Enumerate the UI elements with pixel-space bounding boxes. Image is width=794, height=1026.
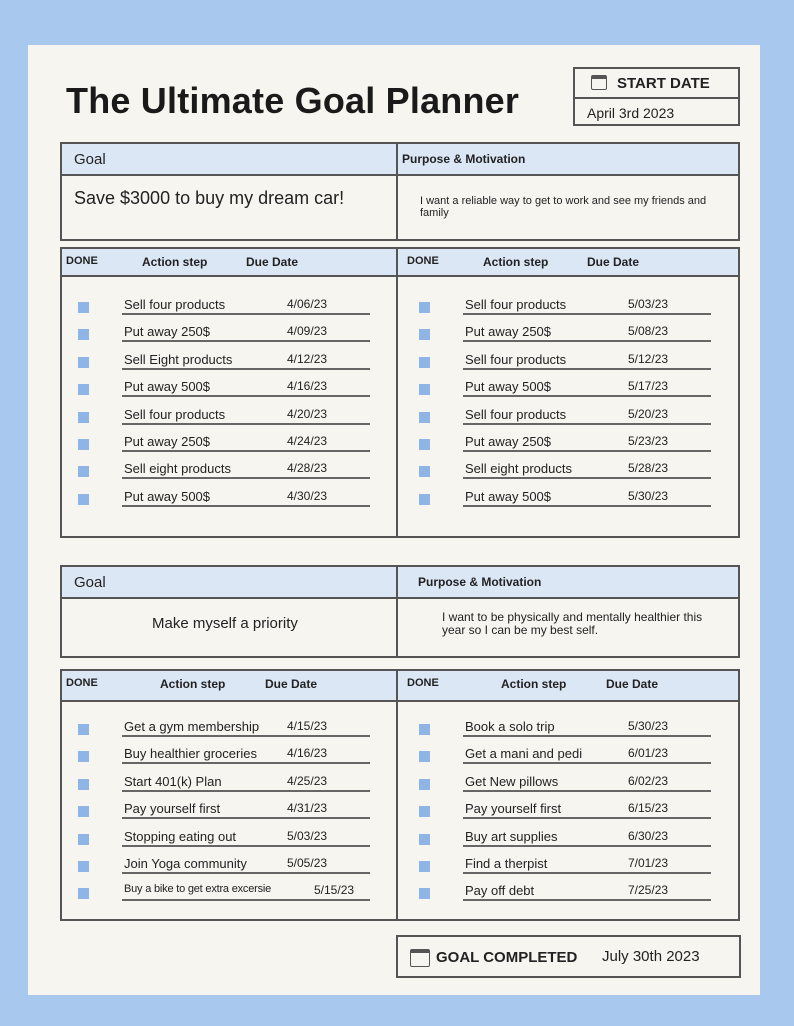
done-checkbox[interactable] bbox=[419, 439, 430, 450]
due-date[interactable]: 6/15/23 bbox=[628, 801, 669, 816]
due-date[interactable]: 4/31/23 bbox=[287, 801, 328, 816]
due-column-header: Due Date bbox=[587, 255, 640, 269]
done-checkbox[interactable] bbox=[419, 861, 430, 872]
goal-text[interactable]: Save $3000 to buy my dream car! bbox=[74, 188, 345, 208]
due-date[interactable]: 5/08/23 bbox=[628, 324, 669, 339]
action-step[interactable]: Sell eight products bbox=[465, 461, 572, 477]
row-underline bbox=[463, 899, 711, 901]
purpose-text[interactable]: I want to be physically and mentally healthier this year so I can be my best self. bbox=[442, 610, 703, 637]
done-checkbox[interactable] bbox=[78, 302, 89, 313]
row-underline bbox=[122, 899, 370, 901]
due-date[interactable]: 4/16/23 bbox=[287, 379, 328, 394]
done-column-header: DONE bbox=[407, 255, 439, 267]
due-date[interactable]: 5/20/23 bbox=[628, 406, 669, 421]
goal-completed-date[interactable]: July 30th 2023 bbox=[602, 948, 700, 965]
done-checkbox[interactable] bbox=[78, 412, 89, 423]
action-column-header: Action step bbox=[160, 677, 226, 691]
due-date[interactable]: 5/03/23 bbox=[287, 828, 328, 843]
action-step[interactable]: Sell Eight products bbox=[124, 351, 233, 367]
done-column-header: DONE bbox=[66, 255, 98, 267]
action-step[interactable]: Put away 500$ bbox=[465, 488, 552, 504]
due-date[interactable]: 4/30/23 bbox=[287, 488, 328, 503]
calendar-icon bbox=[591, 75, 607, 90]
due-date[interactable]: 5/12/23 bbox=[628, 351, 669, 366]
due-date[interactable]: 4/12/23 bbox=[287, 351, 328, 366]
calendar-icon bbox=[410, 949, 430, 967]
action-step[interactable]: Put away 250$ bbox=[124, 434, 211, 449]
done-column-header: DONE bbox=[66, 677, 98, 689]
row-underline bbox=[122, 395, 370, 397]
page-title: The Ultimate Goal Planner bbox=[66, 80, 520, 121]
done-checkbox[interactable] bbox=[78, 724, 89, 735]
action-step[interactable]: Sell four products bbox=[124, 297, 226, 312]
action-step[interactable]: Get New pillows bbox=[465, 773, 559, 789]
action-step[interactable]: Pay yourself first bbox=[465, 801, 562, 817]
due-column-header: Due Date bbox=[606, 677, 659, 691]
row-underline bbox=[463, 845, 711, 847]
action-step[interactable]: Start 401(k) Plan bbox=[124, 773, 222, 789]
action-step[interactable]: Pay yourself first bbox=[124, 801, 221, 817]
due-column-header: Due Date bbox=[246, 255, 299, 269]
due-date[interactable]: 7/25/23 bbox=[628, 883, 669, 898]
row-underline bbox=[122, 845, 370, 847]
row-underline bbox=[463, 790, 711, 792]
done-checkbox[interactable] bbox=[78, 861, 89, 872]
done-checkbox[interactable] bbox=[419, 384, 430, 395]
due-date[interactable]: 4/20/23 bbox=[287, 406, 328, 421]
action-table bbox=[60, 669, 740, 921]
row-underline bbox=[463, 450, 711, 452]
start-date-label: START DATE bbox=[617, 75, 710, 92]
action-step[interactable]: Find a therpist bbox=[465, 856, 548, 871]
goal-text[interactable]: Make myself a priority bbox=[152, 615, 298, 632]
due-date[interactable]: 4/09/23 bbox=[287, 324, 328, 339]
due-date[interactable]: 5/30/23 bbox=[628, 719, 669, 733]
row-underline bbox=[122, 340, 370, 342]
action-step[interactable]: Sell four products bbox=[465, 406, 567, 422]
due-date[interactable]: 5/15/23 bbox=[314, 883, 355, 898]
action-step[interactable]: Put away 500$ bbox=[124, 488, 211, 504]
done-checkbox[interactable] bbox=[78, 751, 89, 762]
row-underline bbox=[122, 872, 370, 874]
due-date[interactable]: 4/28/23 bbox=[287, 461, 328, 476]
due-date[interactable]: 4/24/23 bbox=[287, 434, 328, 448]
row-underline bbox=[463, 735, 711, 737]
action-step[interactable]: Get a gym membership bbox=[124, 719, 260, 734]
action-column-header: Action step bbox=[483, 255, 549, 269]
goal-completed-label: GOAL COMPLETED bbox=[436, 949, 578, 966]
row-underline bbox=[122, 423, 370, 425]
action-step[interactable]: Put away 500$ bbox=[124, 379, 211, 395]
done-checkbox[interactable] bbox=[78, 779, 89, 790]
action-step[interactable]: Sell eight products bbox=[124, 461, 231, 477]
row-underline bbox=[463, 368, 711, 370]
action-step[interactable]: Put away 250$ bbox=[465, 324, 552, 340]
row-underline bbox=[122, 735, 370, 737]
action-step[interactable]: Sell four products bbox=[465, 297, 567, 312]
action-step[interactable]: Sell four products bbox=[124, 406, 226, 422]
divider bbox=[396, 671, 398, 919]
row-underline bbox=[463, 477, 711, 479]
due-date[interactable]: 6/01/23 bbox=[628, 746, 669, 761]
due-date[interactable]: 4/15/23 bbox=[287, 719, 328, 733]
action-step[interactable]: Stopping eating out bbox=[124, 828, 237, 844]
row-underline bbox=[463, 423, 711, 425]
goal-table bbox=[60, 142, 740, 241]
action-step[interactable]: Buy art supplies bbox=[465, 828, 558, 844]
action-step[interactable]: Pay off debt bbox=[465, 883, 535, 899]
due-column-header: Due Date bbox=[265, 677, 318, 691]
row-underline bbox=[122, 450, 370, 452]
row-underline bbox=[122, 817, 370, 819]
action-step[interactable]: Sell four products bbox=[465, 351, 567, 367]
row-underline bbox=[122, 477, 370, 479]
done-checkbox[interactable] bbox=[419, 806, 430, 817]
due-date[interactable]: 5/17/23 bbox=[628, 379, 669, 394]
done-checkbox[interactable] bbox=[419, 494, 430, 505]
row-underline bbox=[463, 872, 711, 874]
done-checkbox[interactable] bbox=[78, 329, 89, 340]
action-step[interactable]: Join Yoga community bbox=[124, 856, 247, 871]
row-underline bbox=[463, 313, 711, 315]
action-column-header: Action step bbox=[142, 255, 208, 269]
goal-header: Goal bbox=[74, 151, 106, 168]
goal-table-header bbox=[62, 144, 738, 176]
goal-table-header bbox=[62, 567, 738, 599]
done-column-header: DONE bbox=[407, 677, 439, 689]
done-checkbox[interactable] bbox=[78, 834, 89, 845]
done-checkbox[interactable] bbox=[78, 439, 89, 450]
row-underline bbox=[122, 762, 370, 764]
row-underline bbox=[122, 790, 370, 792]
action-step[interactable]: Put away 500$ bbox=[465, 379, 552, 395]
purpose-header: Purpose & Motivation bbox=[402, 152, 526, 166]
divider bbox=[396, 144, 398, 239]
done-checkbox[interactable] bbox=[419, 779, 430, 790]
due-date[interactable]: 5/05/23 bbox=[287, 856, 328, 870]
due-date[interactable]: 6/30/23 bbox=[628, 828, 669, 843]
row-underline bbox=[463, 762, 711, 764]
action-step[interactable]: Put away 250$ bbox=[124, 324, 211, 340]
done-checkbox[interactable] bbox=[78, 357, 89, 368]
done-checkbox[interactable] bbox=[419, 888, 430, 899]
done-checkbox[interactable] bbox=[78, 888, 89, 899]
done-checkbox[interactable] bbox=[78, 494, 89, 505]
due-date[interactable]: 5/30/23 bbox=[628, 488, 669, 503]
due-date[interactable]: 5/03/23 bbox=[628, 297, 669, 311]
action-step[interactable]: Buy healthier groceries bbox=[124, 746, 257, 762]
action-step[interactable]: Get a mani and pedi bbox=[465, 746, 583, 762]
row-underline bbox=[463, 395, 711, 397]
start-date-box bbox=[573, 67, 740, 126]
due-date[interactable]: 6/02/23 bbox=[628, 773, 669, 788]
due-date[interactable]: 7/01/23 bbox=[628, 856, 669, 870]
done-checkbox[interactable] bbox=[419, 466, 430, 477]
done-checkbox[interactable] bbox=[419, 329, 430, 340]
goal-header: Goal bbox=[74, 574, 106, 591]
due-date[interactable]: 5/28/23 bbox=[628, 461, 669, 476]
action-step[interactable]: Put away 250$ bbox=[465, 434, 552, 449]
divider bbox=[396, 567, 398, 656]
goal-table bbox=[60, 565, 740, 658]
action-step[interactable]: Buy a bike to get extra excersie bbox=[124, 883, 272, 896]
done-checkbox[interactable] bbox=[78, 384, 89, 395]
done-checkbox[interactable] bbox=[78, 806, 89, 817]
due-date[interactable]: 4/06/23 bbox=[287, 297, 328, 311]
purpose-header: Purpose & Motivation bbox=[418, 575, 542, 589]
start-date-value[interactable]: April 3rd 2023 bbox=[587, 105, 675, 121]
done-checkbox[interactable] bbox=[419, 834, 430, 845]
due-date[interactable]: 4/16/23 bbox=[287, 746, 328, 761]
done-checkbox[interactable] bbox=[78, 466, 89, 477]
purpose-text[interactable]: I want a reliable way to get to work and see my friends and family bbox=[420, 195, 707, 219]
action-column-header: Action step bbox=[501, 677, 567, 691]
row-underline bbox=[463, 817, 711, 819]
goal-completed-box bbox=[396, 935, 741, 978]
due-date[interactable]: 4/25/23 bbox=[287, 773, 328, 788]
row-underline bbox=[463, 340, 711, 342]
done-checkbox[interactable] bbox=[419, 751, 430, 762]
row-underline bbox=[122, 368, 370, 370]
divider bbox=[396, 249, 398, 536]
done-checkbox[interactable] bbox=[419, 302, 430, 313]
action-step[interactable]: Book a solo trip bbox=[465, 719, 555, 734]
row-underline bbox=[122, 313, 370, 315]
done-checkbox[interactable] bbox=[419, 412, 430, 423]
row-underline bbox=[463, 505, 711, 507]
done-checkbox[interactable] bbox=[419, 357, 430, 368]
due-date[interactable]: 5/23/23 bbox=[628, 434, 669, 448]
row-underline bbox=[122, 505, 370, 507]
done-checkbox[interactable] bbox=[419, 724, 430, 735]
action-table bbox=[60, 247, 740, 538]
